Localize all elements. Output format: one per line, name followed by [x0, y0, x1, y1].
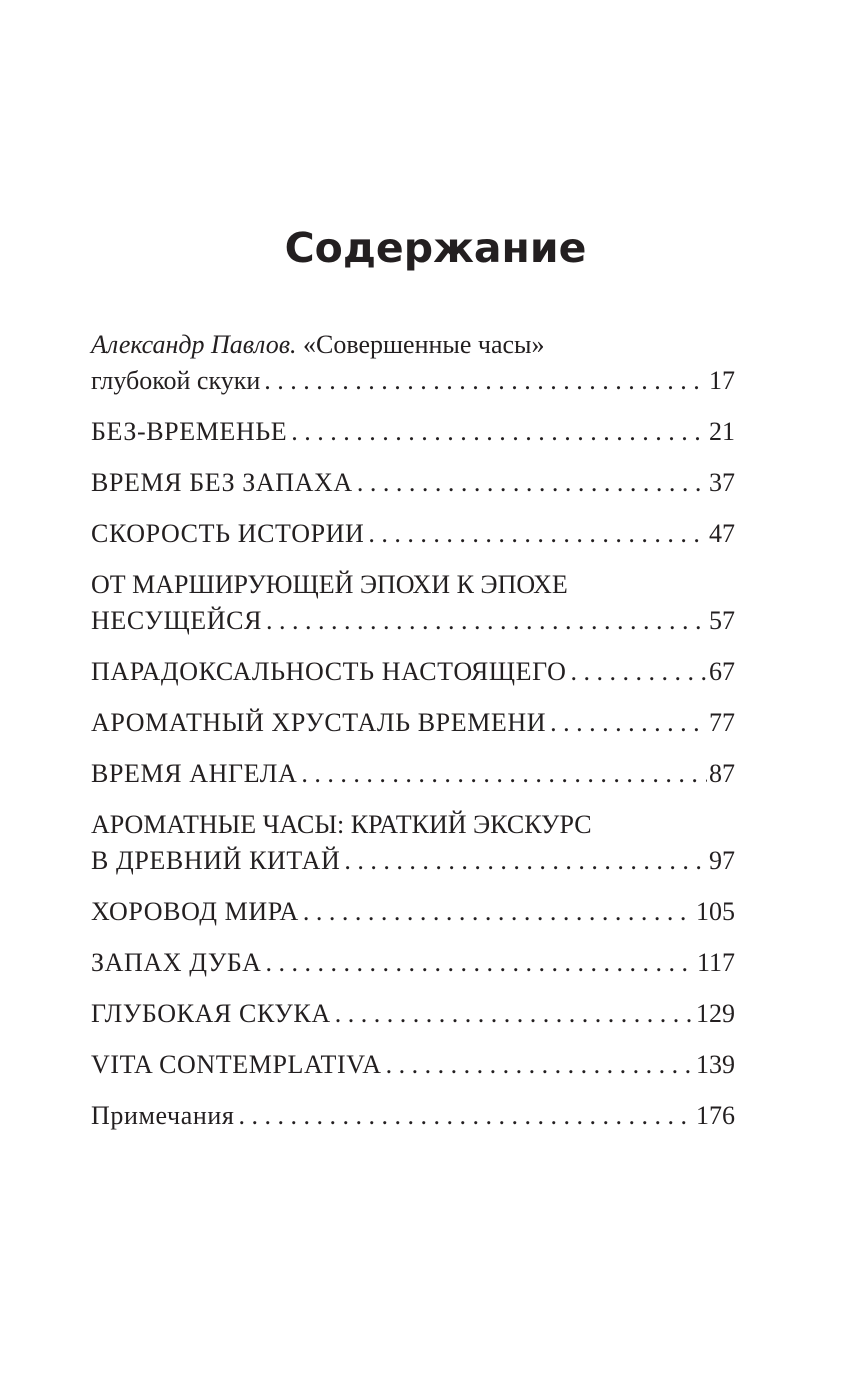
toc-entry-page: 129: [696, 999, 735, 1028]
dot-leader: [238, 1098, 694, 1134]
toc-entry: [91, 1098, 735, 1134]
toc-entry-line: [91, 654, 735, 690]
toc-entry: [91, 945, 735, 981]
toc-entry-line: [91, 996, 735, 1032]
toc-entry-line: [91, 465, 735, 501]
toc-entry: [91, 654, 735, 690]
toc-entry-label: ВРЕМЯ БЕЗ ЗАПАХА: [91, 468, 353, 497]
dot-leader: [344, 843, 707, 879]
toc-entry-line: [91, 894, 735, 930]
toc-entry-label: ХОРОВОД МИРА: [91, 897, 299, 926]
dot-leader: [357, 465, 707, 501]
toc-entry: [91, 756, 735, 792]
toc-entry-page: 97: [709, 846, 735, 875]
toc-entry-label: ГЛУБОКАЯ СКУКА: [91, 999, 331, 1028]
dot-leader: [301, 756, 707, 792]
toc-entry-label: VITA CONTEMPLATIVA: [91, 1050, 382, 1079]
toc-entry-page: 139: [696, 1050, 735, 1079]
table-of-contents: [91, 327, 735, 1149]
toc-entry: [91, 894, 735, 930]
toc-entry-first-line: [91, 327, 735, 363]
toc-entry-page: 57: [709, 606, 735, 635]
toc-entry: [91, 516, 735, 552]
toc-entry-page: 176: [696, 1101, 735, 1130]
toc-entry-line: [91, 705, 735, 741]
dot-leader: [550, 705, 707, 741]
toc-entry-page: 37: [709, 468, 735, 497]
toc-entry-label: ВРЕМЯ АНГЕЛА: [91, 759, 298, 788]
toc-entry-page: 87: [709, 759, 735, 788]
toc-entry-label: НЕСУЩЕЙСЯ: [91, 606, 263, 635]
toc-entry-label: Примечания: [91, 1101, 235, 1130]
toc-entry-intro: [91, 327, 735, 399]
toc-entry-line: [91, 843, 735, 879]
toc-entry: [91, 996, 735, 1032]
toc-entry-label: ЗАПАХ ДУБА: [91, 948, 262, 977]
dot-leader: [291, 414, 707, 450]
toc-entry: [91, 807, 735, 879]
toc-entry: [91, 705, 735, 741]
dot-leader: [335, 996, 694, 1032]
dot-leader: [570, 654, 707, 690]
toc-entry: [91, 567, 735, 639]
toc-entry-title-line1: «Совершенные часы»: [303, 330, 545, 359]
dot-leader: [368, 516, 707, 552]
toc-entry-author: Александр Павлов.: [91, 330, 297, 359]
dot-leader: [386, 1047, 694, 1083]
toc-entry-page: 67: [709, 657, 735, 686]
toc-entry-label: ПАРАДОКСАЛЬНОСТЬ НАСТОЯЩЕГО: [91, 657, 567, 686]
toc-entry-page: 105: [696, 897, 735, 926]
toc-entry-label: АРОМАТНЫЙ ХРУСТАЛЬ ВРЕМЕНИ: [91, 708, 547, 737]
toc-entry-line: [91, 603, 735, 639]
toc-entry-label: глубокой скуки: [91, 366, 261, 395]
toc-entry-line: [91, 363, 735, 399]
toc-entry: [91, 1047, 735, 1083]
toc-entry: [91, 465, 735, 501]
toc-entry-page: 117: [696, 948, 735, 977]
toc-entry-first-line: АРОМАТНЫЕ ЧАСЫ: КРАТКИЙ ЭКСКУРС: [91, 810, 592, 839]
toc-entry-line: [91, 414, 735, 450]
toc-entry-first-line: ОТ МАРШИРУЮЩЕЙ ЭПОХИ К ЭПОХЕ: [91, 570, 568, 599]
toc-entry: [91, 414, 735, 450]
dot-leader: [264, 363, 707, 399]
toc-entry-label: В ДРЕВНИЙ КИТАЙ: [91, 846, 341, 875]
toc-entry-line: [91, 1047, 735, 1083]
toc-entry-page: 21: [709, 417, 735, 446]
toc-entry-label: СКОРОСТЬ ИСТОРИИ: [91, 519, 365, 548]
toc-entry-label: БЕЗ-ВРЕМЕНЬЕ: [91, 417, 288, 446]
toc-entry-line: [91, 945, 735, 981]
toc-entry-line: [91, 1098, 735, 1134]
dot-leader: [303, 894, 694, 930]
page-title: Содержание: [284, 224, 587, 272]
toc-entry-page: 77: [709, 708, 735, 737]
dot-leader: [266, 603, 707, 639]
toc-entry-page: 47: [709, 519, 735, 548]
toc-entry-page: 17: [709, 366, 735, 395]
dot-leader: [265, 945, 694, 981]
toc-entry-line: [91, 516, 735, 552]
toc-entry-line: [91, 756, 735, 792]
